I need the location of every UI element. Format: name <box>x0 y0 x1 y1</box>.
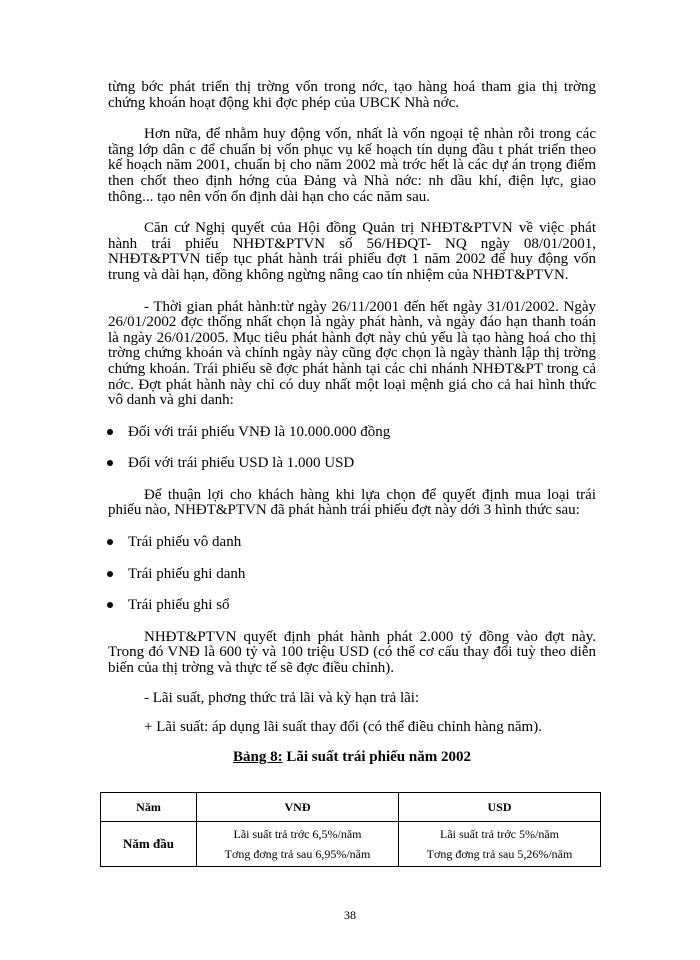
cell-vnd-rate <box>197 822 399 867</box>
paragraph-issue-period: - Thời gian phát hành:từ ngày 26/11/2001 đến hết ngày 31/01/2002. Ngày 26/01/2002 đợc thống nhất chọn là ngày phát hành, và ngày đáo hạn thanh toán là ngày 26/01/2005. Mục tiêu phát hành đợt này chủ yếu là tạo hàng hoá cho thị trờng chứng khoán và chính ngày này cũng đợc chọn là ngày thành lập thị trờng chứng khoán. Trái phiếu sẽ đợc phát hành tại các chi nhánh NHĐT&PT trong cả nớc. Đợt phát hành này chỉ có duy nhất một loại mệnh giá cho cả hai hình thức vô danh và ghi danh: <box>108 298 596 409</box>
paragraph-capital-mobilization: Hơn nữa, để nhằm huy động vốn, nhất là vốn ngoại tệ nhàn rỗi trong các tầng lớp dân c để chuẩn bị vốn phục vụ kế hoạch tín dụng đầu t phát triển theo kế hoạch năm 2001, chuẩn bị cho năm 2002 mà trớc hết là các dự án trọng điểm then chốt theo định hớng của Đảng và Nhà nớc: nh dầu khí, điện lực, giao thông... tạo nên vốn ổn định dài hạn cho các năm sau. <box>108 126 596 205</box>
paragraph-bond-forms: Để thuận lợi cho khách hàng khi lựa chọn để quyết định mua loại trái phiếu nào, NHĐT&PTVN đã phát hành trái phiếu đợt này dới 3 hình thức sau: <box>108 486 596 519</box>
table-row <box>101 822 601 867</box>
bullet-icon <box>107 571 113 577</box>
vnd-postpaid-rate: Tơng đơng trả sau 6,95%/năm <box>224 847 371 861</box>
interest-rate-table <box>100 792 601 867</box>
bullet-item-bearer-bond <box>108 535 596 551</box>
body-text <box>108 80 596 765</box>
bullet-text: Trái phiếu ghi sổ <box>128 597 230 614</box>
bullet-text: Đối với trái phiếu USD là 1.000 USD <box>128 455 355 472</box>
paragraph-board-resolution: Căn cứ Nghị quyết của Hội đồng Quản trị NHĐT&PTVN về việc phát hành trái phiếu NHĐT&PTVN số 56/HĐQT- NQ ngày 08/01/2001, NHĐT&PTVN tiếp tục phát hành trái phiếu đợt 1 năm 2002 để huy động vốn trung và dài hạn, đồng không ngừng nâng cao tín nhiệm của NHĐT&PTVN. <box>108 220 596 283</box>
bullet-text: Trái phiếu vô danh <box>128 534 242 551</box>
bullet-icon <box>107 429 113 435</box>
usd-prepaid-rate: Lãi suất trả trớc 5%/năm <box>440 827 559 841</box>
bullet-item-vnd-denomination <box>108 425 596 441</box>
bullet-item-usd-denomination <box>108 456 596 472</box>
bullet-text: Trái phiếu ghi danh <box>128 565 246 582</box>
bullet-icon <box>107 539 113 545</box>
table-header-row <box>101 793 601 822</box>
bullet-item-registered-bond <box>108 567 596 583</box>
bullet-text: Đối với trái phiếu VNĐ là 10.000.000 đồng <box>128 423 391 440</box>
vnd-prepaid-rate: Lãi suất trả trớc 6,5%/năm <box>233 827 362 841</box>
paragraph-continuation: từng bớc phát triển thị trờng vốn trong nớc, tạo hàng hoá tham gia thị trờng chứng khoán hoạt động khi đợc phép của UBCK Nhà nớc. <box>108 79 596 111</box>
paragraph-issue-amount: NHĐT&PTVN quyết định phát hành phát 2.000 tỷ đồng vào đợt này. Trong đó VNĐ là 600 tỷ và 100 triệu USD (có thể cơ cấu thay đổi tuỳ theo diễn biến của thị trờng và thực tế sẽ đợc điều chỉnh). <box>108 628 596 677</box>
table-caption-text: Lãi suất trái phiếu năm 2002 <box>282 748 471 765</box>
table-caption <box>108 750 596 766</box>
page-number: 38 <box>344 908 356 922</box>
header-cell-year: Năm <box>101 793 197 822</box>
header-cell-usd: USD <box>399 793 601 822</box>
usd-postpaid-rate: Tơng đơng trả sau 5,26%/năm <box>426 847 573 861</box>
cell-usd-rate <box>399 822 601 867</box>
paragraph-interest-terms: - Lãi suất, phơng thức trả lãi và kỳ hạn trả lãi: <box>144 689 420 706</box>
bullet-icon <box>107 602 113 608</box>
bullet-icon <box>107 460 113 466</box>
bullet-item-book-entry-bond <box>108 598 596 614</box>
header-cell-vnd: VNĐ <box>197 793 399 822</box>
paragraph-interest-rate: + Lãi suất: áp dụng lãi suất thay đổi (có thể điều chỉnh hàng năm). <box>144 719 542 736</box>
table-caption-label: Bảng 8: <box>233 748 283 765</box>
row-label-first-year: Năm đầu <box>101 822 197 867</box>
